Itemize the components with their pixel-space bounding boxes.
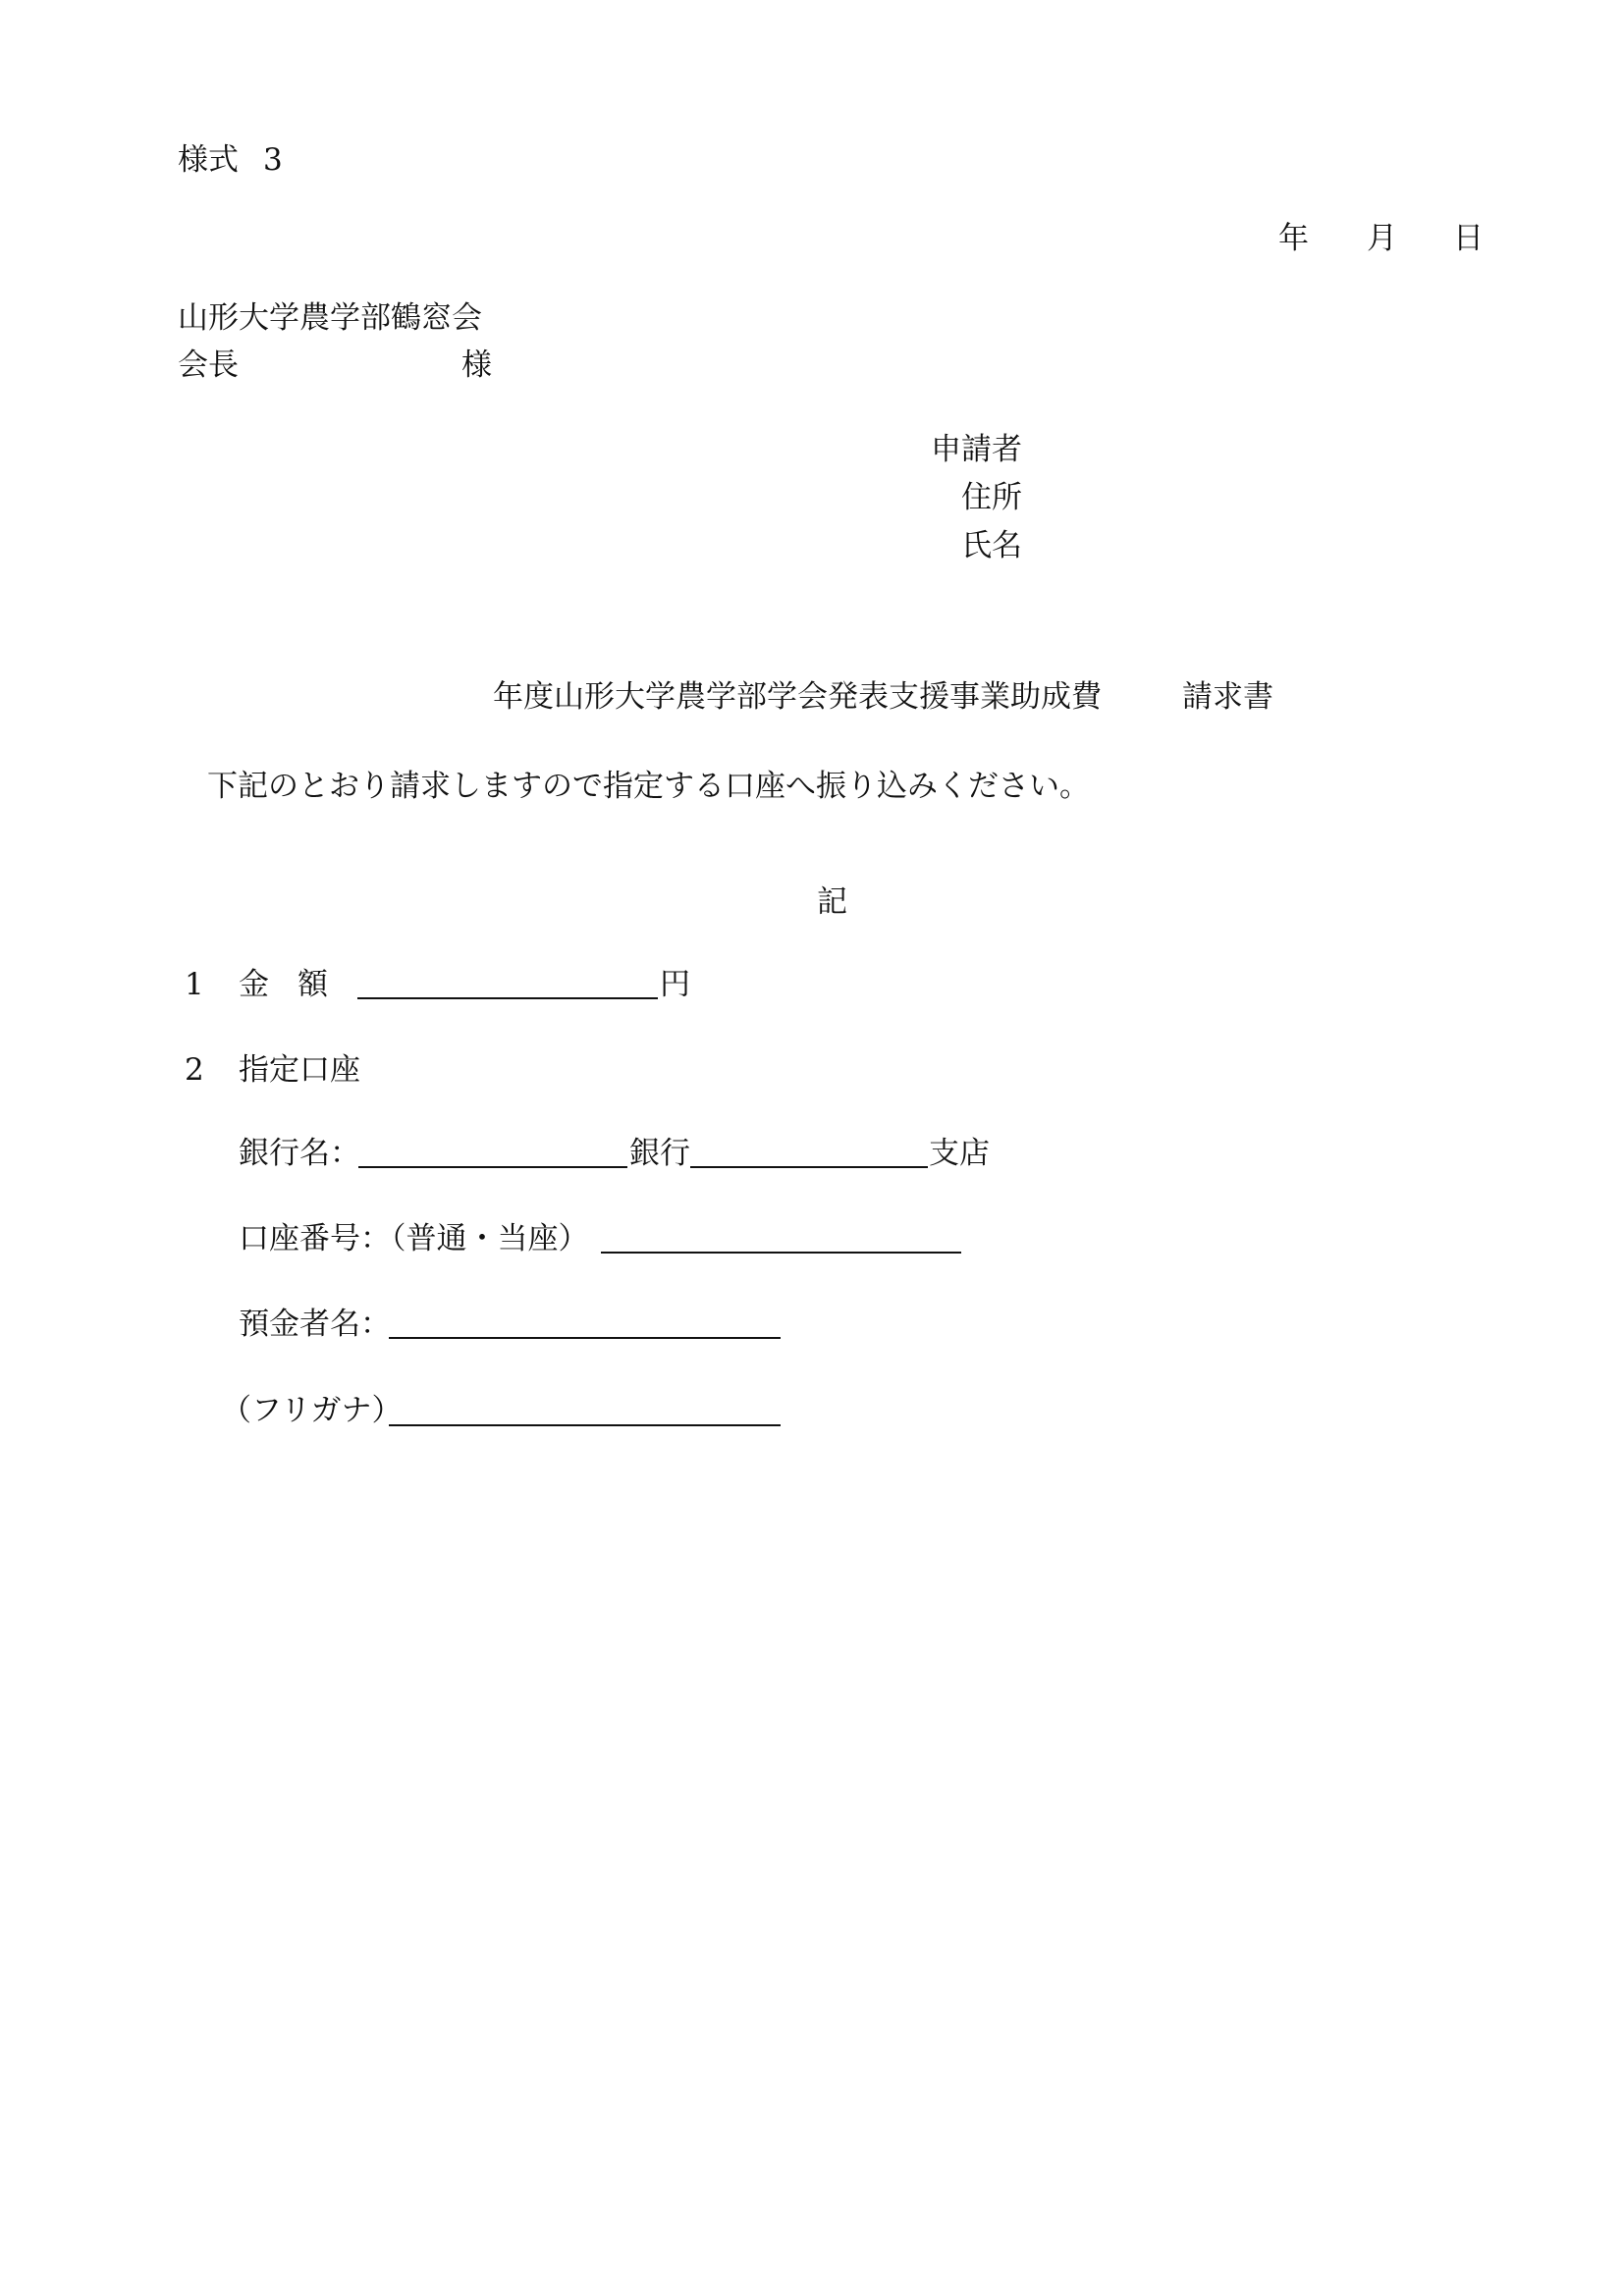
recipient-title: 会長 xyxy=(178,347,239,383)
ki-heading: 記 xyxy=(817,884,847,920)
date-month-unit: 月 xyxy=(1367,221,1397,256)
date-year-unit: 年 xyxy=(1278,221,1309,256)
form-label: 様式 xyxy=(178,142,239,178)
bank-name-label: 銀行名： xyxy=(239,1136,360,1171)
amount-unit: 円 xyxy=(660,967,690,1002)
holder-field[interactable] xyxy=(389,1337,781,1339)
date-day-unit: 日 xyxy=(1453,221,1484,256)
applicant-name-label: 氏名 xyxy=(961,528,1022,563)
furigana-label: （フリガナ） xyxy=(221,1393,403,1428)
account-label: 指定口座 xyxy=(239,1052,360,1088)
branch-suffix: 支店 xyxy=(929,1136,990,1171)
document-subtitle: 請求書 xyxy=(1182,679,1273,715)
amount-field[interactable] xyxy=(357,997,658,999)
form-number: 3 xyxy=(263,142,283,178)
recipient-organization: 山形大学農学部鶴窓会 xyxy=(178,300,482,336)
furigana-field[interactable] xyxy=(389,1424,781,1426)
amount-label-a: 金 xyxy=(239,967,269,1002)
document-title: 年度山形大学農学部学会発表支援事業助成費 xyxy=(493,679,1102,715)
request-text: 下記のとおり請求しますので指定する口座へ振り込みください。 xyxy=(207,769,1090,804)
bank-suffix: 銀行 xyxy=(629,1136,690,1171)
branch-name-field[interactable] xyxy=(690,1166,928,1168)
applicant-address-label: 住所 xyxy=(961,480,1022,515)
applicant-heading: 申請者 xyxy=(931,432,1022,467)
recipient-honorific: 様 xyxy=(461,347,492,383)
bank-name-field[interactable] xyxy=(358,1166,627,1168)
account-number: 2 xyxy=(185,1052,204,1088)
account-number-field[interactable] xyxy=(601,1252,961,1254)
account-number-label: 口座番号：（普通・当座） xyxy=(239,1221,589,1256)
amount-number: 1 xyxy=(185,967,204,1002)
amount-label-b: 額 xyxy=(298,967,328,1002)
holder-label: 預金者名： xyxy=(239,1307,391,1342)
